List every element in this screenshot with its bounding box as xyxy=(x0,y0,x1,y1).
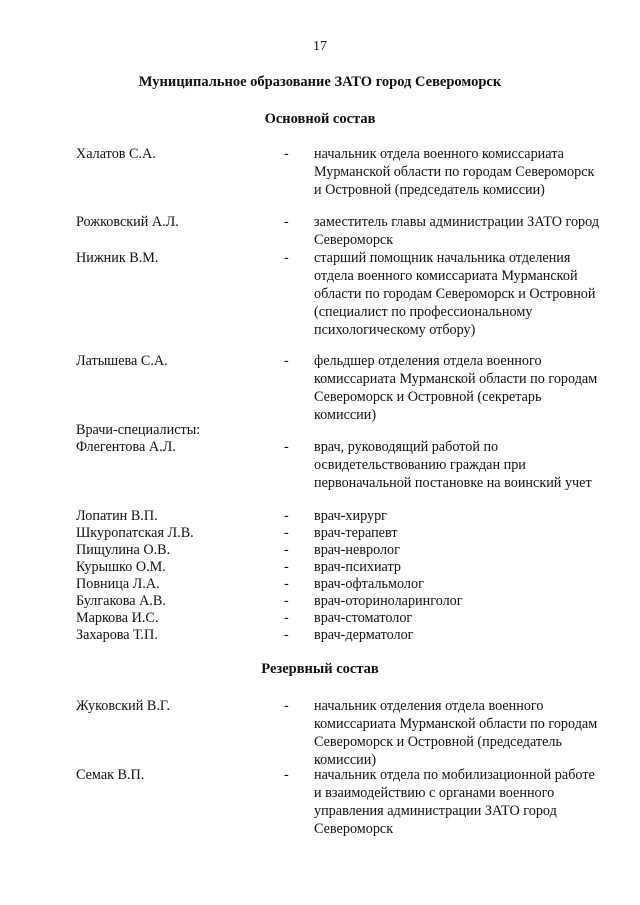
doctors-label: Врачи-специалисты: xyxy=(76,422,201,438)
member-name: Рожковский А.Л. xyxy=(76,214,179,230)
doctor-role: врач-дерматолог xyxy=(314,627,414,643)
dash-separator: - xyxy=(284,250,289,266)
doctor-name: Лопатин В.П. xyxy=(76,508,158,524)
dash-separator: - xyxy=(284,559,289,575)
page-number: 17 xyxy=(313,39,327,54)
member-role: начальник отдела военного комиссариата Мурманской области по городам Североморск и Островной (председатель комиссии) xyxy=(314,146,595,198)
member-role: начальник отделения отдела военного комиссариата Мурманской области по городам Североморск и Островной (председатель комиссии) xyxy=(314,698,598,768)
dash-separator: - xyxy=(284,353,289,369)
dash-separator: - xyxy=(284,214,289,230)
doctor-name: Флегентова А.Л. xyxy=(76,439,176,455)
member-name: Семак В.П. xyxy=(76,767,145,783)
member-role: фельдшер отделения отдела военного комиссариата Мурманской области по городам Североморск и Островной (секретарь комиссии) xyxy=(314,353,598,423)
doctor-role: врач-терапевт xyxy=(314,525,398,541)
member-name: Жуковский В.Г. xyxy=(76,698,171,714)
doctor-name: Маркова И.С. xyxy=(76,610,159,626)
member-role: старший помощник начальника отделения отдела военного комиссариата Мурманской области по городам Североморск и Островной (специалист по профессиональному психологическому отбору) xyxy=(314,250,596,338)
member-name: Нижник В.М. xyxy=(76,250,159,266)
dash-separator: - xyxy=(284,576,289,592)
member-name: Латышева С.А. xyxy=(76,353,168,369)
dash-separator: - xyxy=(284,698,289,714)
member-role: начальник отдела по мобилизационной работе и взаимодействию с органами военного управления администрации ЗАТО город Североморск xyxy=(314,767,595,837)
doctor-name: Булгакова А.В. xyxy=(76,593,166,609)
dash-separator: - xyxy=(284,525,289,541)
dash-separator: - xyxy=(284,508,289,524)
doctor-role: врач-невролог xyxy=(314,542,400,558)
doctor-name: Захарова Т.П. xyxy=(76,627,158,643)
doctor-name: Повница Л.А. xyxy=(76,576,160,592)
doctor-role: врач-хирург xyxy=(314,508,387,524)
member-role: заместитель главы администрации ЗАТО город Североморск xyxy=(314,214,600,248)
doctor-role: врач-офтальмолог xyxy=(314,576,424,592)
doctor-role: врач-стоматолог xyxy=(314,610,413,626)
doctor-name: Пищулина О.В. xyxy=(76,542,171,558)
section-heading-main: Основной состав xyxy=(264,111,376,127)
doctor-name: Курышко О.М. xyxy=(76,559,166,575)
dash-separator: - xyxy=(284,439,289,455)
dash-separator: - xyxy=(284,146,289,162)
doctor-role: врач, руководящий работой по освидетельствованию граждан при первоначальной постановке на воинский учет xyxy=(314,439,592,491)
dash-separator: - xyxy=(284,627,289,643)
dash-separator: - xyxy=(284,593,289,609)
dash-separator: - xyxy=(284,610,289,626)
dash-separator: - xyxy=(284,767,289,783)
document-title: Муниципальное образование ЗАТО город Североморск xyxy=(138,74,502,90)
dash-separator: - xyxy=(284,542,289,558)
section-heading-reserve: Резервный состав xyxy=(261,661,379,677)
member-name: Халатов С.А. xyxy=(76,146,156,162)
doctor-role: врач-психиатр xyxy=(314,559,401,575)
doctor-role: врач-оториноларинголог xyxy=(314,593,463,609)
doctor-name: Шкуропатская Л.В. xyxy=(76,525,194,541)
